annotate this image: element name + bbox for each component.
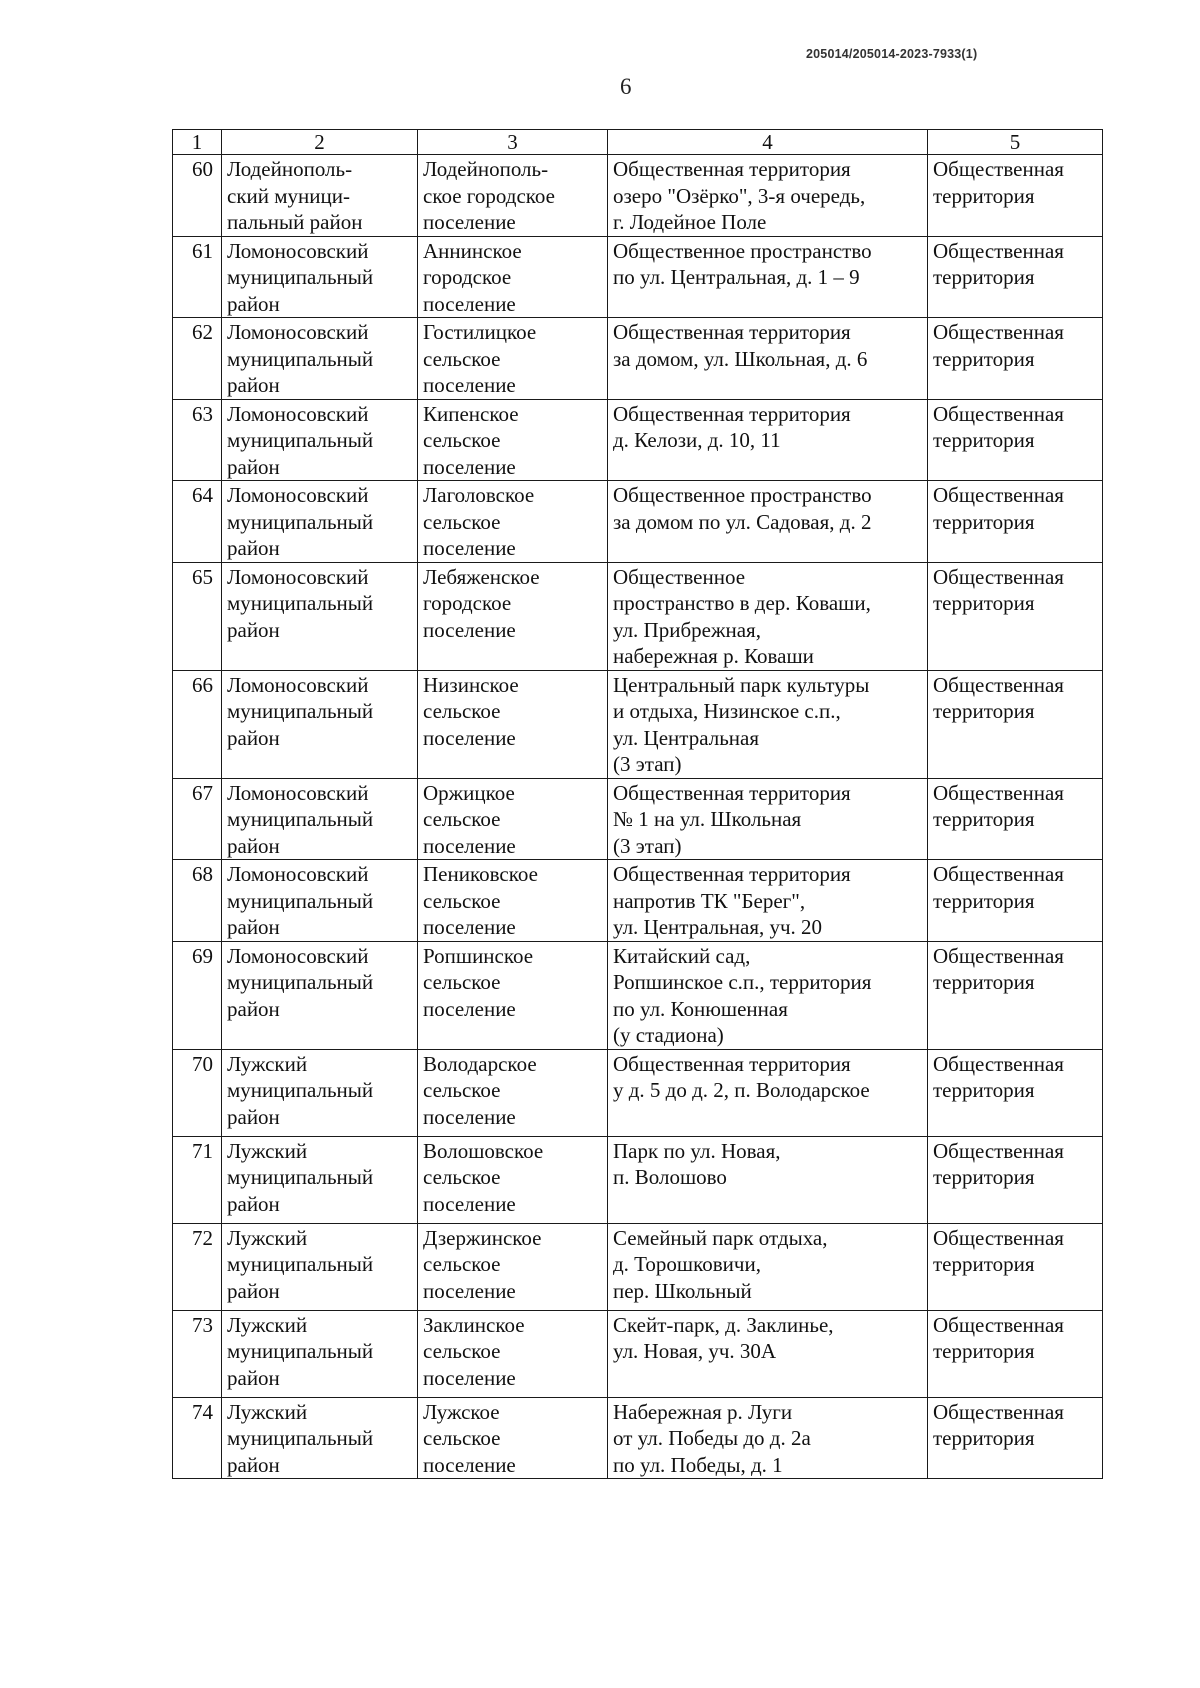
object-cell bbox=[608, 236, 928, 318]
row-number bbox=[173, 941, 222, 1049]
column-header: 3 bbox=[418, 130, 608, 155]
type-cell-text: Общественная территория bbox=[933, 1399, 1064, 1450]
type-cell-text: Общественная территория bbox=[933, 1051, 1064, 1102]
row-number-text: 66 bbox=[192, 672, 213, 697]
type-cell-text: Общественная территория bbox=[933, 564, 1064, 615]
type-cell-text: Общественная территория bbox=[933, 1138, 1064, 1189]
type-cell-text: Общественная территория bbox=[933, 157, 1064, 208]
district-cell bbox=[222, 778, 418, 860]
settlement-cell-text: Волошовское сельское поселение bbox=[423, 1138, 544, 1216]
page-number: 6 bbox=[620, 74, 632, 99]
object-cell-text: Общественное пространство по ул. Центральная, д. 1 – 9 bbox=[613, 238, 872, 289]
object-cell bbox=[608, 481, 928, 563]
settlement-cell-text: Кипенское сельское поселение bbox=[423, 401, 519, 479]
district-cell-text: Ломоносовский муниципальный район bbox=[227, 238, 374, 316]
object-cell bbox=[608, 318, 928, 400]
settlement-cell-text: Дзержинское сельское поселение bbox=[423, 1225, 542, 1303]
district-cell bbox=[222, 1310, 418, 1397]
district-cell-text: Лодейнополь- ский муници- пальный район bbox=[227, 157, 363, 234]
row-number-text: 72 bbox=[192, 1225, 213, 1250]
row-number-text: 64 bbox=[192, 483, 213, 507]
district-cell-text: Ломоносовский муниципальный район bbox=[227, 483, 374, 560]
type-cell-text: Общественная территория bbox=[933, 1225, 1064, 1276]
row-number-text: 63 bbox=[192, 401, 213, 426]
type-cell-text: Общественная территория bbox=[933, 780, 1064, 831]
table-row bbox=[173, 860, 1103, 942]
settlement-cell-text: Лаголовское сельское поселение bbox=[423, 483, 535, 560]
row-number-text: 69 bbox=[192, 943, 213, 968]
settlement-cell-text: Аннинское городское поселение bbox=[423, 238, 522, 316]
type-cell bbox=[928, 670, 1103, 778]
object-cell bbox=[608, 399, 928, 481]
district-cell-text: Ломоносовский муниципальный район bbox=[227, 320, 374, 397]
type-cell bbox=[928, 562, 1103, 670]
district-cell-text: Лужский муниципальный район bbox=[227, 1312, 374, 1390]
type-cell-text: Общественная территория bbox=[933, 401, 1064, 452]
table-row bbox=[173, 1223, 1103, 1310]
settlement-cell bbox=[418, 399, 608, 481]
object-cell bbox=[608, 155, 928, 237]
row-number-text: 65 bbox=[192, 564, 213, 589]
table-row bbox=[173, 1049, 1103, 1136]
settlement-cell bbox=[418, 670, 608, 778]
object-cell-text: Общественная территория у д. 5 до д. 2, п. Володарское bbox=[613, 1051, 870, 1102]
table-row bbox=[173, 670, 1103, 778]
row-number bbox=[173, 670, 222, 778]
settlement-cell bbox=[418, 155, 608, 237]
row-number-text: 73 bbox=[192, 1312, 213, 1337]
row-number bbox=[173, 318, 222, 400]
settlement-cell bbox=[418, 318, 608, 400]
type-cell-text: Общественная территория bbox=[933, 238, 1064, 289]
table-row bbox=[173, 941, 1103, 1049]
type-cell bbox=[928, 1136, 1103, 1223]
table-row bbox=[173, 1310, 1103, 1397]
column-header: 4 bbox=[608, 130, 928, 155]
settlement-cell bbox=[418, 481, 608, 563]
row-number-text: 71 bbox=[192, 1138, 213, 1163]
district-cell-text: Ломоносовский муниципальный район bbox=[227, 862, 374, 939]
type-cell bbox=[928, 236, 1103, 318]
row-number-text: 61 bbox=[192, 238, 213, 263]
district-cell-text: Лужский муниципальный район bbox=[227, 1225, 374, 1303]
district-cell-text: Лужский муниципальный район bbox=[227, 1051, 374, 1129]
row-number bbox=[173, 778, 222, 860]
district-cell-text: Ломоносовский муниципальный район bbox=[227, 672, 374, 750]
settlement-cell bbox=[418, 1223, 608, 1310]
object-cell bbox=[608, 941, 928, 1049]
district-cell bbox=[222, 860, 418, 942]
district-cell bbox=[222, 670, 418, 778]
type-cell bbox=[928, 1310, 1103, 1397]
table-header-row bbox=[173, 130, 1103, 155]
district-cell-text: Лужский муниципальный район bbox=[227, 1399, 374, 1477]
type-cell bbox=[928, 778, 1103, 860]
object-cell-text: Парк по ул. Новая, п. Волошово bbox=[613, 1138, 781, 1189]
table-body bbox=[173, 155, 1103, 1479]
settlement-cell-text: Лужское сельское поселение bbox=[423, 1399, 516, 1477]
column-header: 2 bbox=[222, 130, 418, 155]
settlement-cell bbox=[418, 860, 608, 942]
settlement-cell-text: Оржицкое сельское поселение bbox=[423, 780, 516, 858]
object-cell-text: Скейт-парк, д. Заклинье, ул. Новая, уч. 30А bbox=[613, 1312, 834, 1363]
district-cell-text: Ломоносовский муниципальный район bbox=[227, 564, 374, 642]
district-cell bbox=[222, 1136, 418, 1223]
type-cell bbox=[928, 1397, 1103, 1479]
object-cell-text: Общественное пространство за домом по ул. Садовая, д. 2 bbox=[613, 483, 872, 534]
table-row bbox=[173, 481, 1103, 563]
type-cell-text: Общественная территория bbox=[933, 672, 1064, 723]
object-cell-text: Общественная территория напротив ТК "Берег", ул. Центральная, уч. 20 bbox=[613, 862, 851, 939]
row-number-text: 74 bbox=[192, 1399, 213, 1424]
type-cell bbox=[928, 318, 1103, 400]
district-cell bbox=[222, 155, 418, 237]
object-cell bbox=[608, 670, 928, 778]
settlement-cell bbox=[418, 1397, 608, 1479]
settlement-cell bbox=[418, 778, 608, 860]
district-cell bbox=[222, 481, 418, 563]
settlement-cell-text: Лебяженское городское поселение bbox=[423, 564, 540, 642]
table-row bbox=[173, 318, 1103, 400]
type-cell bbox=[928, 155, 1103, 237]
object-cell-text: Общественное пространство в дер. Коваши, ул. Прибрежная, набережная р. Коваши bbox=[613, 564, 871, 668]
object-cell bbox=[608, 1049, 928, 1136]
district-cell-text: Ломоносовский муниципальный район bbox=[227, 943, 374, 1021]
settlement-cell-text: Ропшинское сельское поселение bbox=[423, 943, 534, 1021]
type-cell bbox=[928, 860, 1103, 942]
object-cell-text: Семейный парк отдыха, д. Торошковичи, пер. Школьный bbox=[613, 1225, 828, 1303]
object-cell bbox=[608, 1223, 928, 1310]
district-cell-text: Ломоносовский муниципальный район bbox=[227, 401, 374, 479]
object-cell-text: Общественная территория за домом, ул. Школьная, д. 6 bbox=[613, 320, 868, 371]
row-number bbox=[173, 1397, 222, 1479]
row-number bbox=[173, 1136, 222, 1223]
row-number bbox=[173, 562, 222, 670]
object-cell bbox=[608, 1397, 928, 1479]
district-cell bbox=[222, 562, 418, 670]
table-row bbox=[173, 778, 1103, 860]
row-number bbox=[173, 1223, 222, 1310]
settlement-cell-text: Лодейнополь- ское городское поселение bbox=[423, 157, 555, 234]
object-cell-text: Китайский сад, Ропшинское с.п., территория по ул. Конюшенная (у стадиона) bbox=[613, 943, 872, 1047]
row-number bbox=[173, 399, 222, 481]
type-cell bbox=[928, 1049, 1103, 1136]
type-cell bbox=[928, 1223, 1103, 1310]
table-row bbox=[173, 1397, 1103, 1479]
object-cell bbox=[608, 1136, 928, 1223]
row-number bbox=[173, 236, 222, 318]
column-header: 1 bbox=[173, 130, 222, 155]
row-number-text: 62 bbox=[192, 320, 213, 344]
type-cell bbox=[928, 481, 1103, 563]
row-number-text: 67 bbox=[192, 780, 213, 805]
district-cell-text: Лужский муниципальный район bbox=[227, 1138, 374, 1216]
column-header: 5 bbox=[928, 130, 1103, 155]
settlement-cell-text: Пениковское сельское поселение bbox=[423, 862, 538, 939]
settlement-cell-text: Гостилицкое сельское поселение bbox=[423, 320, 537, 397]
settlement-cell-text: Заклинское сельское поселение bbox=[423, 1312, 525, 1390]
settlement-cell-text: Низинское сельское поселение bbox=[423, 672, 519, 750]
territories-table bbox=[172, 129, 1103, 1479]
district-cell bbox=[222, 941, 418, 1049]
district-cell bbox=[222, 1223, 418, 1310]
district-cell bbox=[222, 399, 418, 481]
settlement-cell bbox=[418, 1136, 608, 1223]
district-cell bbox=[222, 318, 418, 400]
row-number bbox=[173, 1310, 222, 1397]
object-cell-text: Общественная территория д. Келози, д. 10, 11 bbox=[613, 401, 851, 452]
type-cell-text: Общественная территория bbox=[933, 943, 1064, 994]
table-row bbox=[173, 562, 1103, 670]
district-cell bbox=[222, 1397, 418, 1479]
table-row bbox=[173, 236, 1103, 318]
row-number bbox=[173, 155, 222, 237]
settlement-cell bbox=[418, 941, 608, 1049]
settlement-cell bbox=[418, 236, 608, 318]
table-row bbox=[173, 1136, 1103, 1223]
row-number-text: 68 bbox=[192, 862, 213, 886]
row-number-text: 70 bbox=[192, 1051, 213, 1076]
type-cell bbox=[928, 941, 1103, 1049]
object-cell-text: Общественная территория озеро "Озёрко", 3-я очередь, г. Лодейное Поле bbox=[613, 157, 866, 234]
table-row bbox=[173, 399, 1103, 481]
type-cell-text: Общественная территория bbox=[933, 320, 1064, 371]
document-number: 205014/205014-2023-7933(1) bbox=[806, 47, 978, 61]
district-cell bbox=[222, 236, 418, 318]
row-number bbox=[173, 1049, 222, 1136]
object-cell bbox=[608, 562, 928, 670]
type-cell-text: Общественная территория bbox=[933, 862, 1064, 913]
settlement-cell bbox=[418, 1049, 608, 1136]
type-cell bbox=[928, 399, 1103, 481]
object-cell bbox=[608, 1310, 928, 1397]
table-row bbox=[173, 155, 1103, 237]
row-number bbox=[173, 481, 222, 563]
settlement-cell bbox=[418, 562, 608, 670]
object-cell bbox=[608, 860, 928, 942]
object-cell bbox=[608, 778, 928, 860]
district-cell-text: Ломоносовский муниципальный район bbox=[227, 780, 374, 858]
type-cell-text: Общественная территория bbox=[933, 1312, 1064, 1363]
object-cell-text: Набережная р. Луги от ул. Победы до д. 2а по ул. Победы, д. 1 bbox=[613, 1399, 811, 1477]
district-cell bbox=[222, 1049, 418, 1136]
settlement-cell-text: Володарское сельское поселение bbox=[423, 1051, 537, 1129]
object-cell-text: Центральный парк культуры и отдыха, Низинское с.п., ул. Центральная (3 этап) bbox=[613, 672, 870, 776]
settlement-cell bbox=[418, 1310, 608, 1397]
row-number bbox=[173, 860, 222, 942]
type-cell-text: Общественная территория bbox=[933, 483, 1064, 534]
object-cell-text: Общественная территория № 1 на ул. Школьная (3 этап) bbox=[613, 780, 851, 858]
row-number-text: 60 bbox=[192, 157, 213, 181]
